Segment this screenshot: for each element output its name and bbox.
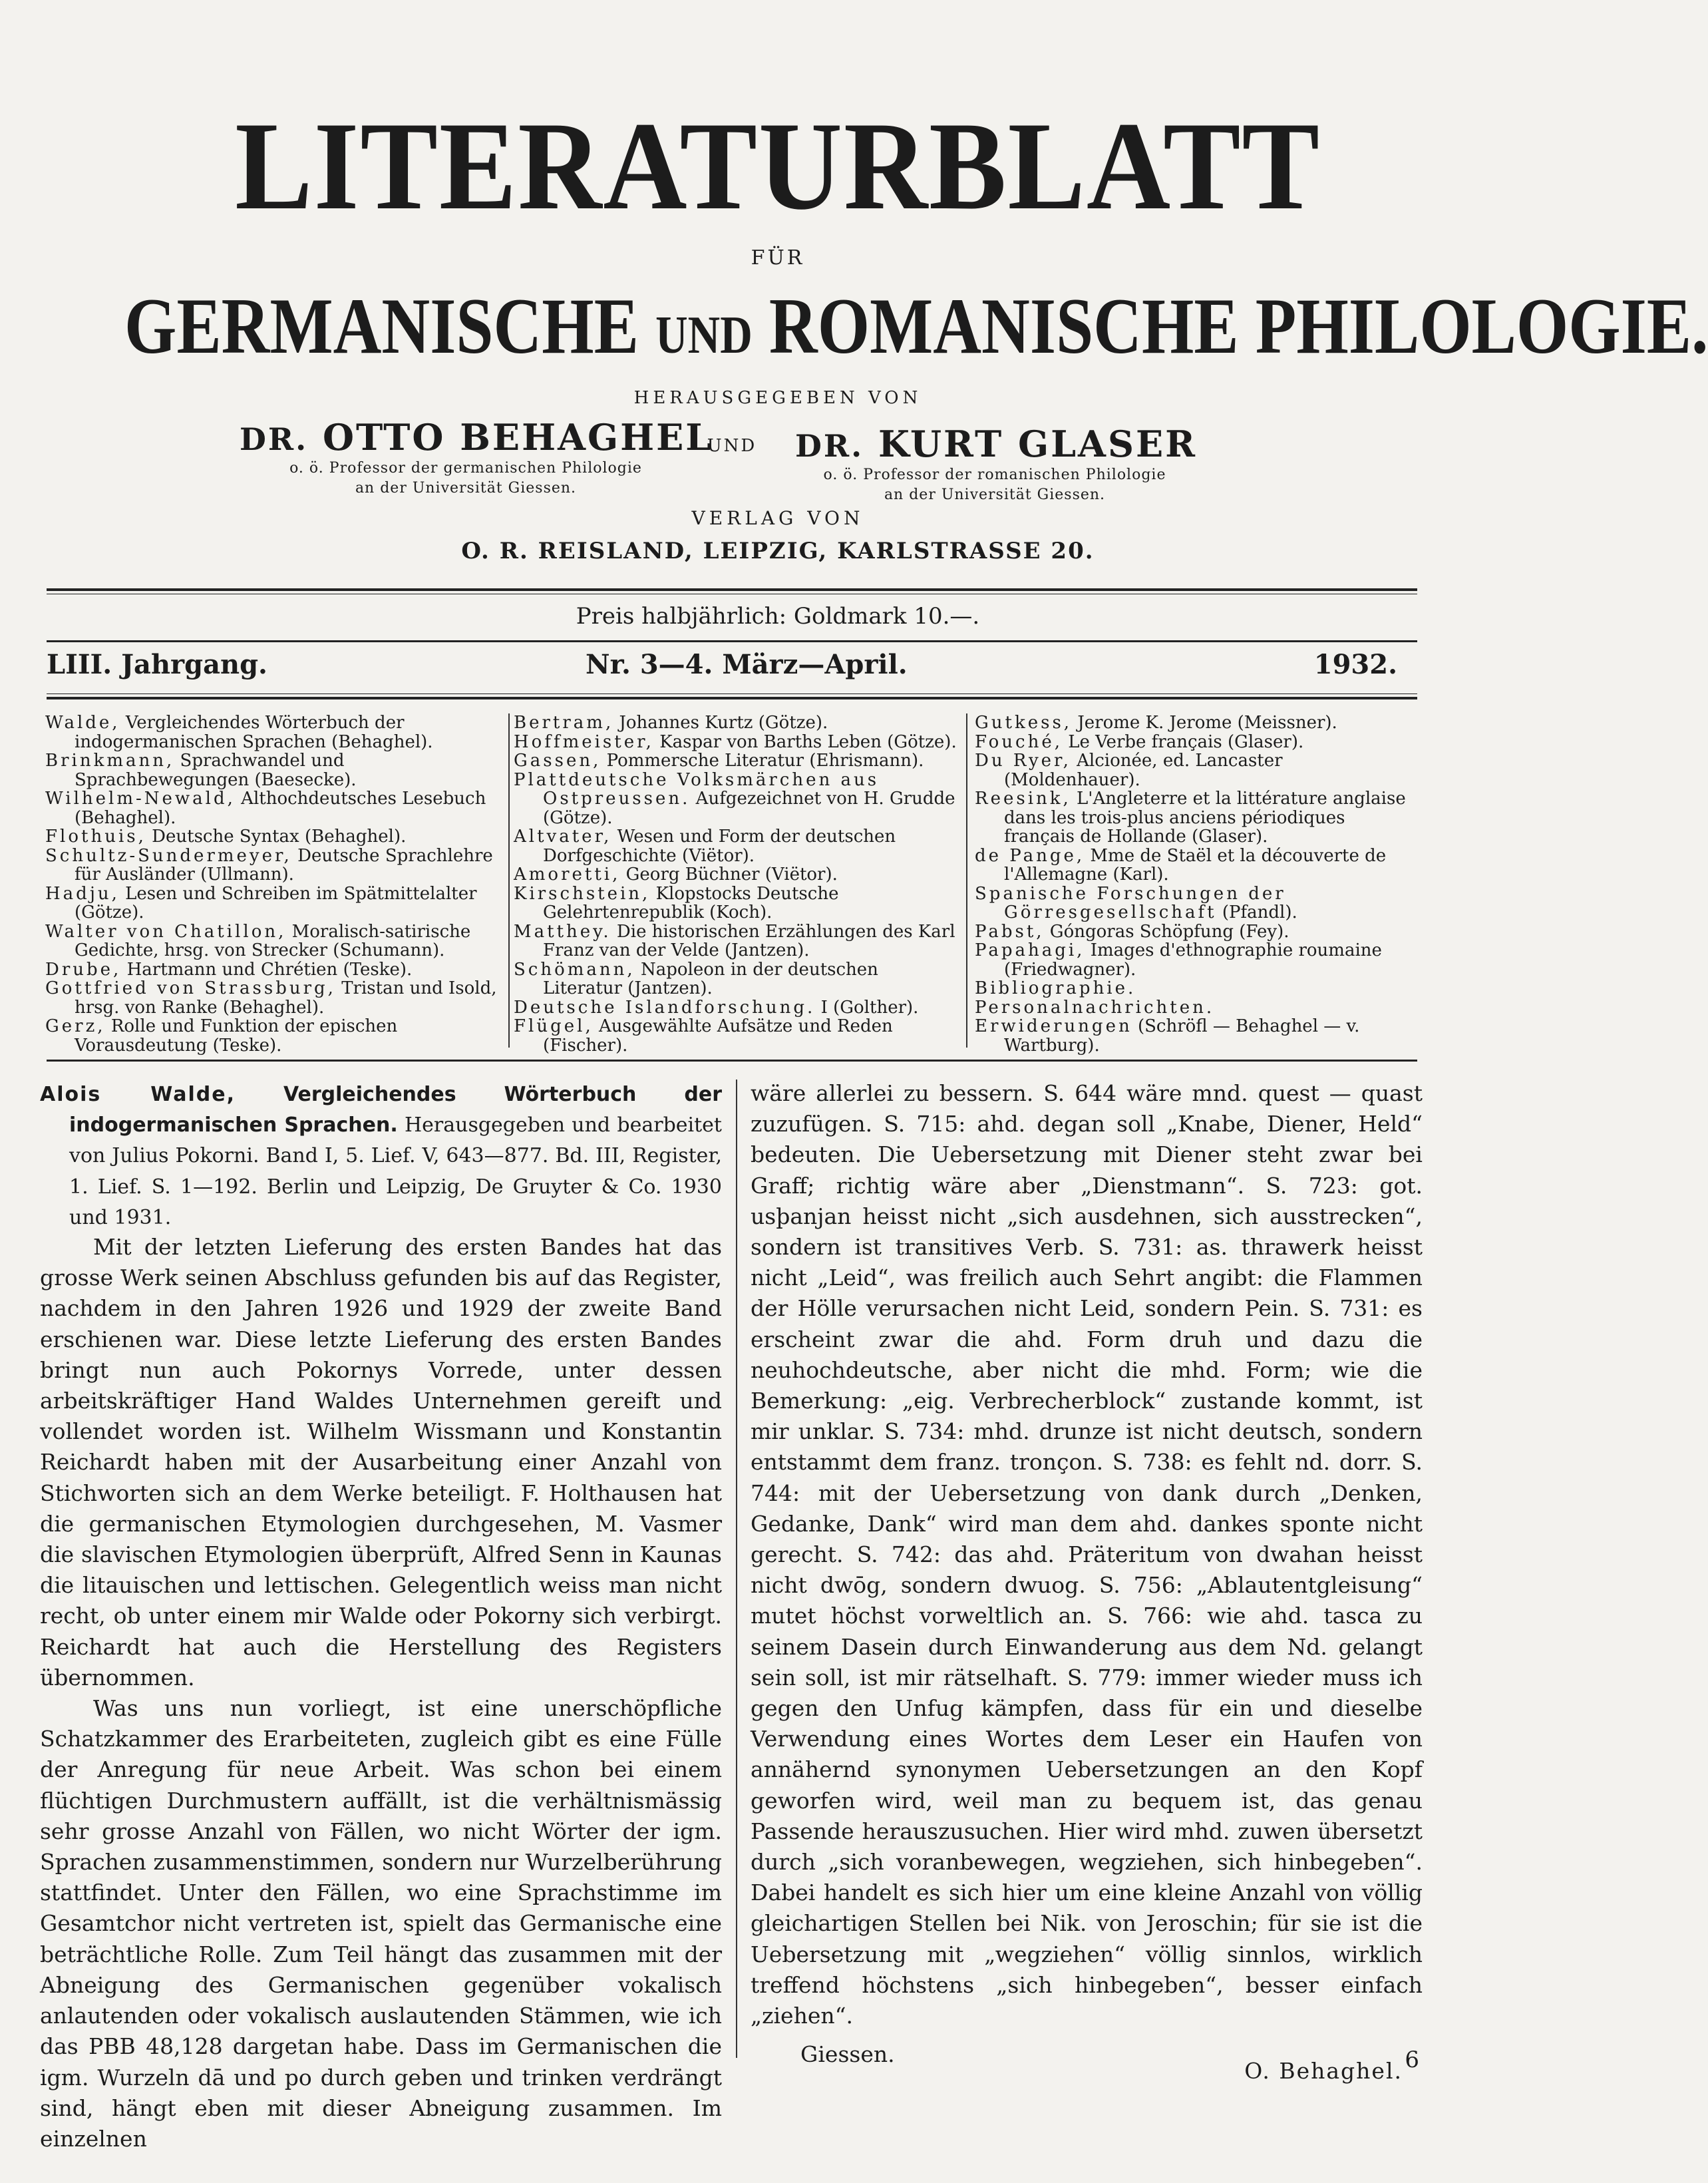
issue-number: Nr. 3—4. März—April.: [586, 649, 908, 680]
review-header: [40, 1078, 722, 1232]
subtitle-part-b: ROMANISCHE PHILOLOGIE.: [752, 282, 1708, 370]
editor-affiliation-place: an der Universität Giessen.: [355, 480, 577, 496]
toc-entry: [514, 771, 959, 828]
editors-connector: UND: [707, 436, 757, 456]
issue-line: [47, 649, 1417, 682]
toc-text: Moralisch-satirische Gedichte, hrsg. von Strecker (Schumann).: [75, 921, 471, 960]
publisher-name: O. R. REISLAND, LEIPZIG, KARLSTRASSE 20.: [461, 538, 1095, 564]
toc-text: Althochdeutsches Lesebuch (Behaghel).: [75, 789, 486, 828]
toc-author: Wilhelm-Newald,: [45, 789, 236, 809]
editor-surname: OTTO BEHAGHEL: [322, 416, 713, 459]
rule-mid: [47, 640, 1417, 642]
toc-entry: [45, 1017, 504, 1055]
rule-issue-thick: [47, 697, 1417, 699]
issue-year: 1932.: [1313, 649, 1397, 680]
toc-text: (Pfandl).: [1216, 902, 1297, 922]
editor-name: [240, 416, 713, 459]
review-paragraph-1: Mit der letzten Lieferung des ersten Bandes hat das grosse Werk seinen Abschluss gefunden bis auf das Register, nachdem in den Jahren 1926 und 1929 der zweite Band erschienen war. Diese letzte Lieferung des ersten Bandes bringt nun auch Pokornys Vorrede, unter dessen arbeitskräftiger Hand Waldes Unternehmen gereift und vollendet worden ist. Wilhelm Wissmann und Konstantin Reichardt haben mit der Ausarbeitung einer Anzahl von Stichworten sich an dem Werke beteiligt. F. Holthausen hat die germanischen Etymologien durchgesehen, M. Vasmer die slavischen Etymologien überprüft, Alfred Senn in Kaunas die litauischen und lettischen. Gelegentlich weiss man nicht recht, ob unter einem mir Walde oder Pokorny sich verbirgt. Reichardt hat auch die Herstellung des Registers übernommen.: [40, 1234, 722, 1690]
toc-text: Images d'ethnographie roumaine (Friedwagner).: [1004, 940, 1382, 980]
toc-text: Klopstocks Deutsche Gelehrtenrepublik (Koch).: [543, 883, 839, 922]
editor-glaser: [795, 423, 1197, 505]
toc-text: Góngoras Schöpfung (Fey).: [1044, 921, 1289, 942]
toc-text: Sprachwandel und Sprachbewegungen (Baesecke).: [75, 751, 357, 790]
review-paragraph-3: wäre allerlei zu bessern. S. 644 wäre mnd. quest — quast zuzufügen. S. 715: ahd. degan soll „Knabe, Diener, Held“ bedeuten. Die Uebersetzung mit Diener steht zwar bei Graff; richtig wäre aber „Dienstmann“. S. 723: got. usþanjan heisst nicht „sich ausdehnen, sich ausstrecken“, sondern ist transitives Verb. S. 731: as. thrawerk heisst nicht „Leid“, was freilich auch Sehrt angibt: die Flammen der Hölle verursachen nicht Leid, sondern Pein. S. 731: es erscheint zwar die ahd. Form druh und dazu die neuhochdeutsche, aber nicht die mhd. Form; wie die Bemerkung: „eig. Verbrecherblock“ zustande kommt, ist mir unklar. S. 734: mhd. drunze ist nicht deutsch, sondern entstammt dem franz. tronçon. S. 738: es fehlt nd. dorr. S. 744: mit der Uebersetzung von dank durch „Denken, Gedanke, Dank“ wird man dem ahd. dankes sponte nicht gerecht. S. 742: das ahd. Präteritum von dwahan heisst nicht dwōg, sondern dwuog. S. 756: „Ablautentgleisung“ mutet höchst vorweltlich an. S. 766: wie ahd. tasca zu seinem Dasein durch Einwanderung aus dem Nd. gelangt sein soll, ist mir rätselhaft. S. 779: immer wieder muss ich gegen den Unfug kämpfen, dass für ein und dieselbe Verwendung eines Wortes dem Leser ein Haufen von annähernd synonymen Uebersetzungen an den Kopf geworfen wird, weil man zu bequem ist, das genau Passende herauszusuchen. Hier wird mhd. zuwen übersetzt durch „sich voranbewegen, wegziehen, sich hinbegeben“. Dabei handelt es sich hier um eine kleine Anzahl von völlig gleichartigen Stellen bei Nik. von Jeroschin; für sie ist die Uebersetzung mit „wegziehen“ völlig sinnlos, wirklich treffend höchstens „sich hinbegeben“, besser einfach „ziehen“.: [751, 1080, 1423, 2029]
subtitle-part-a: GERMANISCHE: [124, 282, 656, 370]
toc-text: Deutsche Syntax (Behaghel).: [146, 827, 407, 847]
toc-author: Schömann,: [514, 959, 635, 980]
toc-entry: [45, 751, 504, 789]
toc-entry: [45, 827, 504, 847]
toc-text: I (Golther).: [815, 997, 919, 1018]
toc-author: Walter von Chatillon,: [45, 921, 287, 942]
toc-entry: [514, 885, 959, 922]
toc-entry: [975, 979, 1421, 998]
review-bibliography: Herausgegeben und bearbeitet von Julius Pokorni. Band I, 5. Lief. V, 643—877. Bd. III, Register, 1. Lief. S. 1—192. Berlin und Leipzig, De Gruyter & Co. 1930 und 1931.: [69, 1113, 722, 1229]
toc-text: Jerome K. Jerome (Meissner).: [1072, 713, 1337, 733]
toc-entry: [514, 922, 959, 960]
toc-entry: [514, 960, 959, 998]
toc-entry: [975, 789, 1421, 847]
review-title: Vergleichendes Wörterbuch der indogermanischen Sprachen.: [69, 1083, 722, 1137]
article-column-right: [751, 1078, 1423, 2084]
toc-entry: [514, 998, 959, 1018]
editor-affiliation-place: an der Universität Giessen.: [884, 487, 1106, 503]
toc-entry: [514, 733, 959, 752]
toc-entry: [45, 713, 504, 751]
toc-author: Deutsche Islandforschung.: [514, 997, 816, 1018]
toc-column-2: [514, 713, 959, 1055]
toc-author: Brinkmann,: [45, 751, 175, 771]
toc-entry: [514, 827, 959, 865]
review-place: Giessen.: [800, 2041, 895, 2068]
toc-text: L'Angleterre et la littérature anglaise dans les trois-plus anciens périodiques français de Hollande (Glaser).: [1004, 789, 1406, 847]
toc-author: Papahagi,: [975, 940, 1085, 960]
toc-entry: [45, 885, 504, 922]
toc-divider: [508, 713, 510, 1048]
toc-text: Hartmann und Chrétien (Teske).: [121, 959, 413, 980]
toc-text: Aufgezeichnet von H. Grudde (Götze).: [543, 789, 955, 828]
toc-author: Bertram,: [514, 713, 614, 733]
toc-text: Lesen und Schreiben im Spätmittelalter (Götze).: [75, 883, 477, 922]
toc-author: Pabst,: [975, 921, 1045, 942]
toc-entry: [45, 960, 504, 980]
toc-entry: [975, 713, 1421, 733]
page-number: 6: [1405, 2047, 1419, 2073]
toc-author: Erwiderungen: [975, 1016, 1132, 1036]
subtitle-und: UND: [655, 306, 753, 365]
toc-text: Georg Büchner (Viëtor).: [620, 865, 838, 885]
toc-entry: [975, 941, 1421, 979]
toc-author: Gutkess,: [975, 713, 1073, 733]
toc-text: Pommersche Literatur (Ehrismann).: [601, 751, 924, 771]
editor-surname: KURT GLASER: [878, 423, 1197, 465]
article-column-left: [40, 1078, 722, 2154]
toc-author: Walde,: [45, 713, 120, 733]
rule-toc-bottom: [47, 1060, 1417, 1062]
toc-author: Fouché,: [975, 731, 1063, 752]
toc-author: Plattdeutsche Volksmärchen aus Ostpreussen.: [514, 769, 880, 809]
toc-author: Flügel,: [514, 1016, 594, 1036]
subscription-price: Preis halbjährlich: Goldmark 10.—.: [576, 603, 980, 630]
editor-affiliation: o. ö. Professor der romanischen Philologie: [823, 467, 1166, 483]
toc-entry: [514, 865, 959, 885]
column-divider: [736, 1080, 737, 2058]
toc-entry: [45, 789, 504, 827]
toc-entry: [975, 847, 1421, 885]
toc-text: Rolle und Funktion der epischen Vorausdeutung (Teske).: [75, 1016, 398, 1056]
toc-author: Gottfried von Strassburg,: [45, 978, 336, 998]
editor-behaghel: [240, 416, 713, 498]
toc-author: de Pange,: [975, 845, 1085, 866]
toc-text: Le Verbe français (Glaser).: [1062, 731, 1304, 752]
toc-author: Hadju,: [45, 883, 120, 904]
editor-prefix: DR.: [240, 421, 309, 457]
toc-column-3: [975, 713, 1421, 1055]
toc-author: Altvater,: [514, 827, 612, 847]
toc-author: Amoretti,: [514, 865, 621, 885]
toc-text: Ausgewählte Aufsätze und Reden (Fischer).: [543, 1016, 893, 1056]
toc-entry: [514, 751, 959, 771]
toc-entry: [975, 922, 1421, 942]
toc-text: Tristan und Isold, hrsg. von Ranke (Behaghel).: [75, 978, 497, 1018]
editors-label: HERAUSGEGEBEN VON: [633, 388, 922, 408]
toc-text: Die historischen Erzählungen des Karl Franz van der Velde (Jantzen).: [543, 921, 955, 960]
toc-text: Deutsche Sprachlehre für Ausländer (Ullmann).: [75, 845, 493, 885]
rule-top-thick: [47, 588, 1417, 591]
toc-text: Wesen und Form der deutschen Dorfgeschichte (Viëtor).: [543, 827, 896, 866]
toc-entry: [975, 751, 1421, 789]
toc-author: Drube,: [45, 959, 122, 980]
toc-entry: [514, 1017, 959, 1055]
toc-author: Du Ryer,: [975, 751, 1071, 771]
toc-entry: [45, 979, 504, 1017]
toc-author: Spanische Forschungen der Görresgesellschaft: [975, 883, 1286, 922]
toc-author: Personalnachrichten.: [975, 997, 1215, 1018]
publisher-label: VERLAG VON: [691, 507, 864, 529]
toc-author: Flothuis,: [45, 827, 146, 847]
toc-entry: [45, 922, 504, 960]
toc-text: Napoleon in der deutschen Literatur (Jantzen).: [543, 959, 878, 998]
editor-prefix: DR.: [795, 428, 864, 464]
toc-divider: [966, 713, 967, 1048]
toc-text: Johannes Kurtz (Götze).: [613, 713, 828, 733]
toc-entry: [514, 713, 959, 733]
editor-name: [795, 423, 1197, 465]
toc-author: Schultz-Sundermeyer,: [45, 845, 292, 866]
toc-entry: [975, 733, 1421, 752]
toc-author: Hoffmeister,: [514, 731, 654, 752]
journal-title: LITERATURBLATT: [235, 97, 1321, 236]
journal-subtitle: [124, 282, 1708, 379]
toc-text: Alcionée, ed. Lancaster (Moldenhauer).: [1004, 751, 1283, 790]
review-paragraph-2: Was uns nun vorliegt, ist eine unerschöpfliche Schatzkammer des Erarbeiteten, zugleich gibt es eine Fülle der Anregung für neue Arbeit. Was schon bei einem flüchtigen Durchmustern auffällt, ist die verhältnismässig sehr grosse Anzahl von Fällen, wo nicht Wörter der igm. Sprachen zusammenstimmen, sondern nur Wurzelberührung stattfindet. Unter den Fällen, wo eine Sprachstimme im Gesamtchor nicht vertreten ist, spielt das Germanische eine beträchtliche Rolle. Zum Teil hängt das zusammen mit der Abneigung des Germanischen gegenüber vokalisch anlautenden oder vokalisch auslautenden Stämmen, wie ich das PBB 48,128 dargetan habe. Dass im Germanischen die igm. Wurzeln dā und po durch geben und trinken verdrängt sind, hängt eben mit dieser Abneigung zusammen. Im einzelnen: [40, 1695, 722, 2152]
toc-author: Kirschstein,: [514, 883, 651, 904]
volume-number: LIII. Jahrgang.: [47, 649, 267, 680]
toc-author: Matthey.: [514, 921, 611, 942]
toc-text: (Schröfl — Behaghel — v. Wartburg).: [1004, 1016, 1360, 1056]
review-author: Alois Walde,: [40, 1083, 236, 1106]
toc-author: Gassen,: [514, 751, 601, 771]
toc-text: Mme de Staël et la découverte de l'Allemagne (Karl).: [1004, 845, 1387, 885]
toc-text: Vergleichendes Wörterbuch der indogermanischen Sprachen (Behaghel).: [75, 713, 433, 752]
toc-author: Bibliographie.: [975, 978, 1136, 998]
toc-entry: [975, 1017, 1421, 1055]
toc-column-1: [45, 713, 504, 1055]
toc-entry: [975, 998, 1421, 1018]
editor-affiliation: o. ö. Professor der germanischen Philologie: [289, 460, 642, 477]
title-connector: FÜR: [751, 246, 805, 270]
toc-entry: [45, 847, 504, 885]
toc-text: Kaspar von Barths Leben (Götze).: [653, 731, 957, 752]
toc-author: Reesink,: [975, 789, 1071, 809]
toc-entry: [975, 885, 1421, 922]
toc-author: Gerz,: [45, 1016, 106, 1036]
review-signature: O. Behaghel.: [1244, 2057, 1403, 2084]
